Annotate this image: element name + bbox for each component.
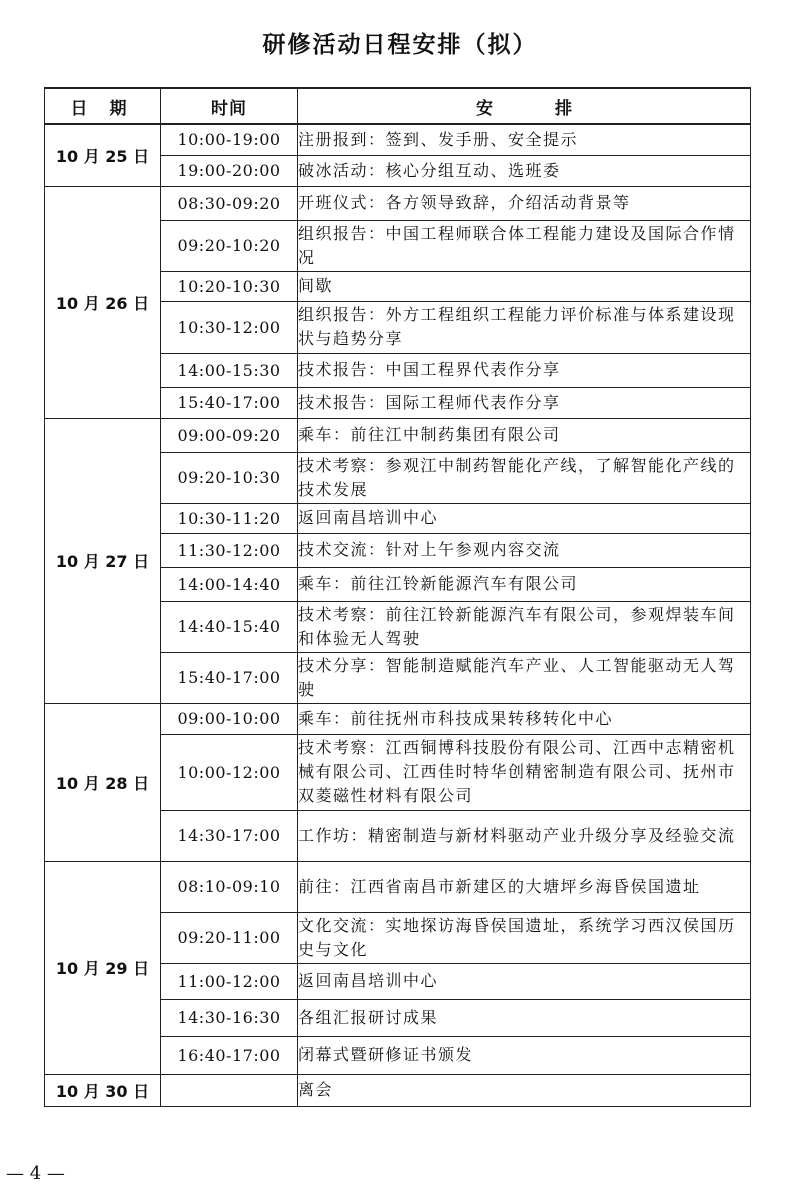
time-cell: 11:30-12:00 [161, 533, 298, 567]
time-cell: 09:20-11:00 [161, 912, 298, 963]
header-activity: 安 排 [298, 88, 751, 124]
time-cell: 14:00-15:30 [161, 353, 298, 387]
schedule-table [44, 87, 751, 1107]
activity-cell: 技术分享：智能制造赋能汽车产业、人工智能驱动无人驾驶 [298, 652, 751, 703]
activity-cell: 文化交流：实地探访海昏侯国遗址，系统学习西汉侯国历史与文化 [298, 912, 751, 963]
activity-cell: 前往：江西省南昌市新建区的大塘坪乡海昏侯国遗址 [298, 861, 751, 912]
date-cell: 10 月 29 日 [45, 861, 161, 1074]
date-cell: 10 月 30 日 [45, 1074, 161, 1106]
activity-cell: 返回南昌培训中心 [298, 503, 751, 533]
table-row [45, 1074, 751, 1106]
time-cell: 10:30-11:20 [161, 503, 298, 533]
time-cell: 10:00-19:00 [161, 124, 298, 155]
time-cell: 09:20-10:30 [161, 452, 298, 503]
activity-cell: 闭幕式暨研修证书颁发 [298, 1036, 751, 1074]
time-cell: 08:10-09:10 [161, 861, 298, 912]
time-cell: 10:30-12:00 [161, 301, 298, 353]
time-cell: 15:40-17:00 [161, 652, 298, 703]
activity-cell: 开班仪式：各方领导致辞，介绍活动背景等 [298, 186, 751, 220]
table-row [45, 703, 751, 734]
activity-cell: 各组汇报研讨成果 [298, 999, 751, 1036]
activity-cell: 离会 [298, 1074, 751, 1106]
header-date: 日 期 [45, 88, 161, 124]
header-time: 时间 [161, 88, 298, 124]
time-cell: 10:00-12:00 [161, 734, 298, 810]
table-row [45, 861, 751, 912]
date-cell: 10 月 27 日 [45, 418, 161, 703]
date-cell: 10 月 28 日 [45, 703, 161, 861]
time-cell: 14:40-15:40 [161, 601, 298, 652]
time-cell: 09:00-09:20 [161, 418, 298, 452]
time-cell: 11:00-12:00 [161, 963, 298, 999]
date-cell: 10 月 26 日 [45, 186, 161, 418]
time-cell: 08:30-09:20 [161, 186, 298, 220]
activity-cell: 技术考察：江西铜博科技股份有限公司、江西中志精密机械有限公司、江西佳时特华创精密制造有限公司、抚州市双菱磁性材料有限公司 [298, 734, 751, 810]
page-title: 研修活动日程安排（拟） [262, 32, 538, 58]
page-number: — 4 — [6, 1163, 65, 1184]
activity-cell: 工作坊：精密制造与新材料驱动产业升级分享及经验交流 [298, 810, 751, 861]
time-cell: 14:00-14:40 [161, 567, 298, 601]
activity-cell: 间歇 [298, 271, 751, 301]
activity-cell: 返回南昌培训中心 [298, 963, 751, 999]
time-cell: 09:20-10:20 [161, 220, 298, 271]
activity-cell: 注册报到：签到、发手册、安全提示 [298, 124, 751, 155]
time-cell: 09:00-10:00 [161, 703, 298, 734]
activity-cell: 技术报告：中国工程界代表作分享 [298, 353, 751, 387]
time-cell [161, 1074, 298, 1106]
time-cell: 15:40-17:00 [161, 387, 298, 418]
time-cell: 14:30-16:30 [161, 999, 298, 1036]
activity-cell: 破冰活动：核心分组互动、选班委 [298, 155, 751, 186]
activity-cell: 技术交流：针对上午参观内容交流 [298, 533, 751, 567]
activity-cell: 技术报告：国际工程师代表作分享 [298, 387, 751, 418]
activity-cell: 乘车：前往抚州市科技成果转移转化中心 [298, 703, 751, 734]
activity-cell: 乘车：前往江铃新能源汽车有限公司 [298, 567, 751, 601]
activity-cell: 技术考察：前往江铃新能源汽车有限公司，参观焊装车间和体验无人驾驶 [298, 601, 751, 652]
activity-cell: 组织报告：外方工程组织工程能力评价标准与体系建设现状与趋势分享 [298, 301, 751, 353]
time-cell: 16:40-17:00 [161, 1036, 298, 1074]
table-row [45, 186, 751, 220]
schedule-body [45, 124, 751, 1106]
activity-cell: 乘车：前往江中制药集团有限公司 [298, 418, 751, 452]
table-header-row [45, 88, 751, 124]
date-cell: 10 月 25 日 [45, 124, 161, 186]
time-cell: 14:30-17:00 [161, 810, 298, 861]
time-cell: 10:20-10:30 [161, 271, 298, 301]
time-cell: 19:00-20:00 [161, 155, 298, 186]
table-row [45, 418, 751, 452]
activity-cell: 技术考察：参观江中制药智能化产线，了解智能化产线的技术发展 [298, 452, 751, 503]
activity-cell: 组织报告：中国工程师联合体工程能力建设及国际合作情况 [298, 220, 751, 271]
table-row [45, 124, 751, 155]
